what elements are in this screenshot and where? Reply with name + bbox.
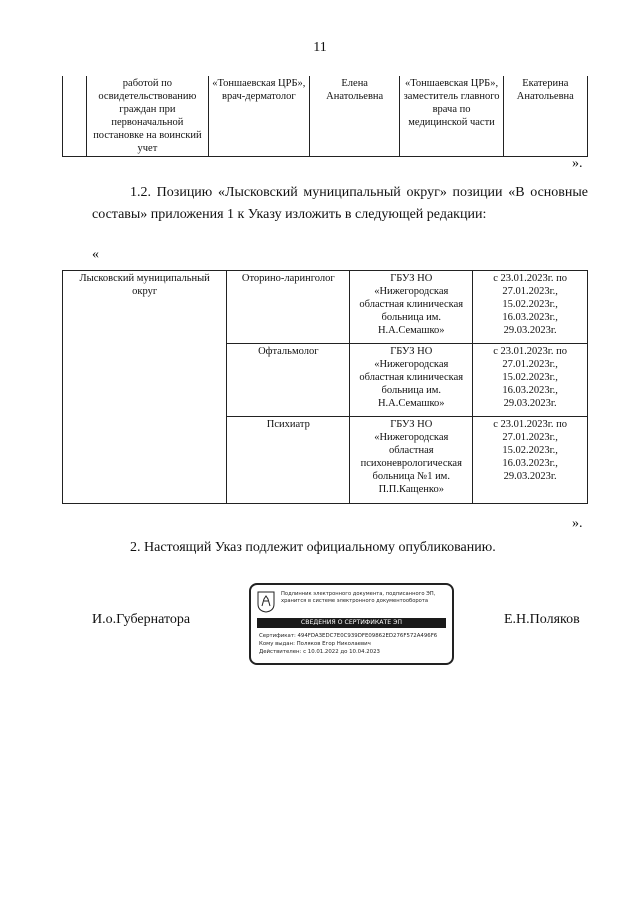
table-row: [63, 76, 588, 157]
dates-cell: с 23.01.2023г. по 27.01.2023г., 15.02.2023г., 16.03.2023г., 29.03.2023г.: [473, 271, 588, 344]
table-cell: Елена Анатольевна: [309, 76, 400, 157]
table-row: [63, 271, 588, 344]
signatory-position: И.о.Губернатора: [92, 612, 191, 627]
table-cell: «Тоншаевская ЦРБ», заместитель главного врача по медицинской части: [400, 76, 503, 157]
specialist-cell: Офтальмолог: [227, 344, 350, 417]
table-cell: «Тоншаевская ЦРБ», врач-дерматолог: [208, 76, 309, 157]
stamp-certificate: Сертификат: 494FDA3EDC7E0C939DFE09862ED276F572A496F6: [259, 633, 438, 639]
closing-quote: ».: [572, 156, 583, 171]
closing-quote: ».: [572, 516, 583, 531]
dates-cell: с 23.01.2023г. по 27.01.2023г., 15.02.2023г., 16.03.2023г., 29.03.2023г.: [473, 344, 588, 417]
paragraph-2: 2. Настоящий Указ подлежит официальному опубликованию.: [130, 540, 496, 555]
hospital-cell: ГБУЗ НО «Нижегородская областная клиническая больница им. Н.А.Семашко»: [350, 271, 473, 344]
hospital-cell: ГБУЗ НО «Нижегородская областная клиническая больница им. Н.А.Семашко»: [350, 344, 473, 417]
page-number: 11: [313, 40, 327, 55]
table-cell: Екатерина Анатольевна: [503, 76, 587, 157]
dates-cell: с 23.01.2023г. по 27.01.2023г., 15.02.2023г., 16.03.2023г., 29.03.2023г.: [473, 417, 588, 504]
paragraph-1-2: 1.2. Позицию «Лысковский муниципальный округ» позиции «В основные составы» приложения 1 к Указу изложить в следующей редакции:: [92, 185, 588, 222]
table-cell-empty: [63, 76, 87, 157]
table-district: [62, 270, 588, 504]
specialist-cell: Оторино-ларинголог: [227, 271, 350, 344]
stamp-header: Подлинник электронного документа, подписанного ЭП, хранится в системе электронного документооборота: [281, 591, 436, 604]
stamp-title-bar: СВЕДЕНИЯ О СЕРТИФИКАТЕ ЭП: [257, 618, 446, 628]
district-cell: Лысковский муниципальный округ: [63, 271, 227, 504]
table-cell: работой по освидетельствованию граждан при первоначальной постановке на воинский учет: [86, 76, 208, 157]
opening-quote: «: [92, 247, 99, 262]
digital-signature-stamp: [249, 583, 454, 665]
hospital-cell: ГБУЗ НО «Нижегородская областная психоневрологическая больница №1 им. П.П.Кащенко»: [350, 417, 473, 504]
signatory-name: Е.Н.Поляков: [504, 612, 580, 627]
stamp-validity: Действителен: с 10.01.2022 до 10.04.2023: [259, 649, 380, 655]
table-continuation: [62, 76, 588, 157]
stamp-issued-to: Кому выдан: Поляков Егор Николаевич: [259, 641, 371, 647]
coat-of-arms-icon: [257, 591, 275, 613]
specialist-cell: Психиатр: [227, 417, 350, 504]
